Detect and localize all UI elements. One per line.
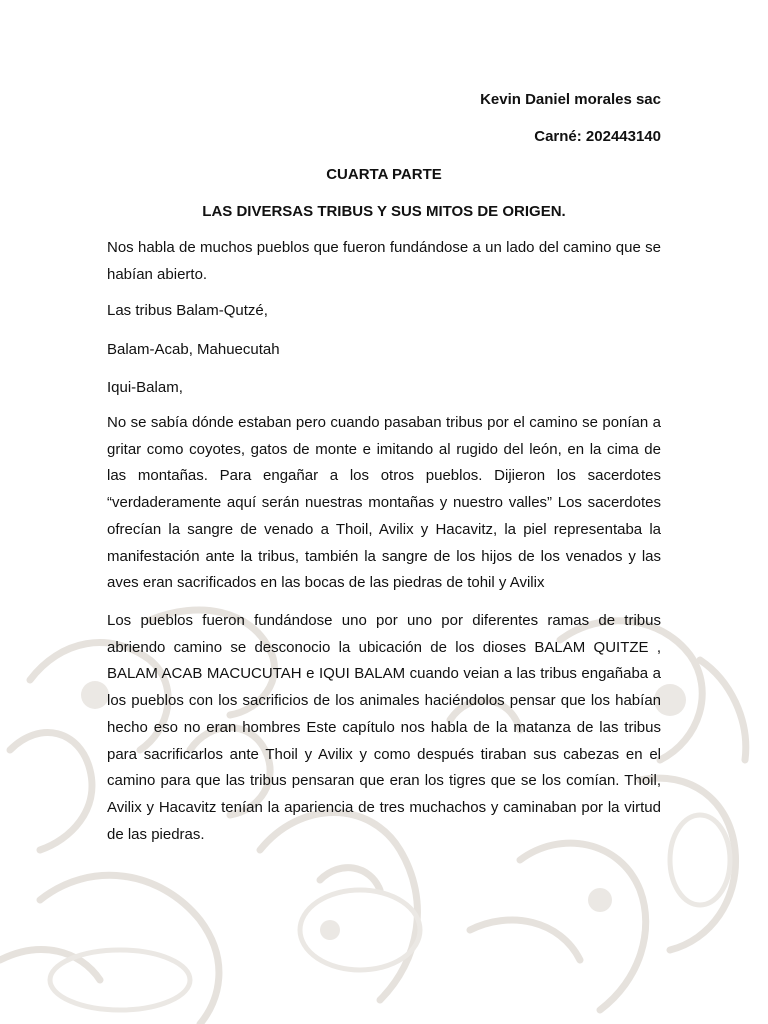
tribe-line-1: Las tribus Balam-Qutzé, [107, 302, 268, 319]
chapter-title: LAS DIVERSAS TRIBUS Y SUS MITOS DE ORIGEN. [202, 203, 566, 220]
paragraph-towns: Los pueblos fueron fundándose uno por uno por diferentes ramas de tribus abriendo camino se desconocio la ubicación de los dioses BALAM QUITZE , BALAM ACAB MACUCUTAH e IQUI BALAM cuando veian a las tribus engañaba a los pueblos con los sacrificios de los animales haciéndolos pensar que los habían hecho eso no eran hombres Este capítulo nos habla de la matanza de las tribus para sacrificarlos ante Thoil y Avilix y como después tiraban sus cabezas en el camino para que las tribus pensaran que eran los tigres que se los comían. Thoil, Avilix y Hacavitz tenían la apariencia de tres muchachos y caminaban por la virtud de las piedras. [107, 612, 661, 843]
student-id: Carné: 202443140 [534, 128, 661, 145]
author-name: Kevin Daniel morales sac [480, 91, 661, 108]
paragraph-priests: No se sabía dónde estaban pero cuando pasaban tribus por el camino se ponían a gritar como coyotes, gatos de monte e imitando al rugido del león, en la cima de las montañas. Para engañar a los otros pueblos. Dijieron los sacerdotes “verdaderamente aquí serán nuestras montañas y nuestro valles” Los sacerdotes ofrecían la sangre de venado a Thoil, Avilix y Hacavitz, la piel representaba la manifestación ante la tribus, también la sangre de los hijos de los venados y las aves eran sacrificados en las bocas de las piedras de tohil y Avilix [107, 414, 661, 592]
paragraph-intro: Nos habla de muchos pueblos que fueron fundándose a un lado del camino que se habían abierto. [107, 239, 661, 283]
part-title: CUARTA PARTE [326, 166, 442, 183]
tribe-line-3: Iqui-Balam, [107, 379, 183, 396]
tribe-line-2: Balam-Acab, Mahuecutah [107, 341, 280, 358]
